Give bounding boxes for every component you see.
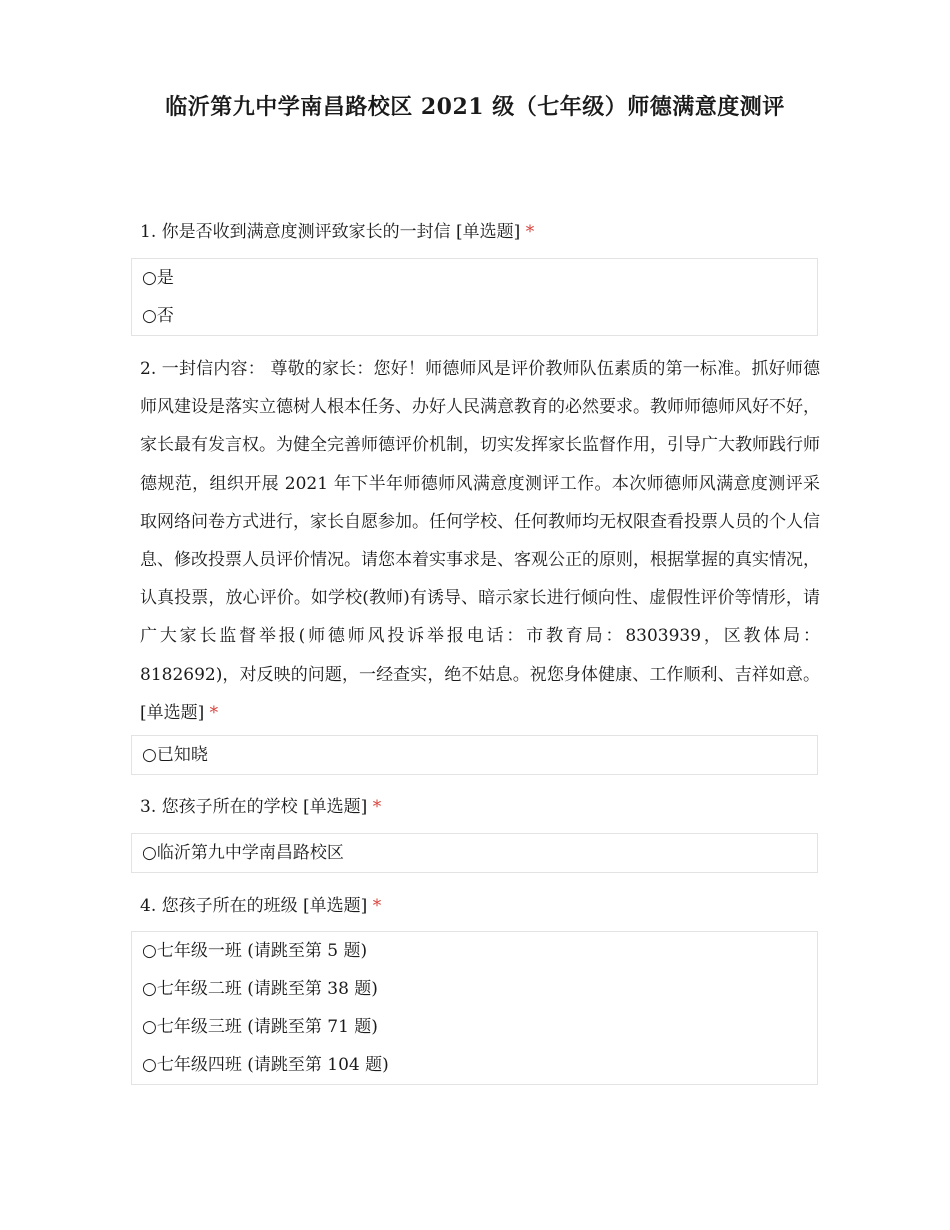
question-2-title bbox=[140, 350, 820, 732]
required-mark: * bbox=[372, 896, 382, 916]
option-class-2[interactable]: ○七年级二班 (请跳至第 38 题) bbox=[142, 979, 378, 999]
question-4-text: 4. 您孩子所在的班级 [单选题] bbox=[140, 896, 368, 916]
required-mark: * bbox=[525, 222, 535, 242]
question-2-options bbox=[131, 735, 818, 775]
option-class-1[interactable]: ○七年级一班 (请跳至第 5 题) bbox=[142, 941, 368, 961]
question-1-options bbox=[131, 258, 818, 336]
question-4-options bbox=[131, 931, 818, 1085]
question-3-options bbox=[131, 833, 818, 873]
page-title: 临沂第九中学南昌路校区 2021 级（七年级）师德满意度测评 bbox=[165, 94, 785, 120]
option-class-3[interactable]: ○七年级三班 (请跳至第 71 题) bbox=[142, 1017, 378, 1037]
required-mark: * bbox=[372, 797, 382, 817]
option-yes[interactable]: ○是 bbox=[142, 268, 174, 288]
question-3-text: 3. 您孩子所在的学校 [单选题] bbox=[140, 797, 368, 817]
question-4-title bbox=[140, 887, 820, 925]
question-3-title bbox=[140, 788, 820, 826]
option-class-4[interactable]: ○七年级四班 (请跳至第 104 题) bbox=[142, 1055, 389, 1075]
question-1-title bbox=[140, 213, 820, 251]
option-acknowledged[interactable]: ○已知晓 bbox=[142, 745, 208, 765]
question-1-text: 1. 你是否收到满意度测评致家长的一封信 [单选题] bbox=[140, 222, 521, 242]
option-school[interactable]: ○临沂第九中学南昌路校区 bbox=[142, 843, 344, 863]
required-mark: * bbox=[209, 702, 219, 723]
option-no[interactable]: ○否 bbox=[142, 306, 174, 326]
question-2-text: 2. 一封信内容： 尊敬的家长：您好！师德师风是评价教师队伍素质的第一标准。抓好师德师风建设是落实立德树人根本任务、办好人民满意教育的必然要求。教师师德师风好不好，家长最有发言权。为健全完善师德评价机制，切实发挥家长监督作用，引导广大教师践行师德规范，组织开展 2021 年下半年师德师风满意度测评工作。本次师德师风满意度测评采取网络问卷方式进行，家长自愿参加。任何学校、任何教师均无权限查看投票人员的个人信息、修改投票人员评价情况。请您本着实事求是、客观公正的原则，根据掌握的真实情况，认真投票，放心评价。如学校(教师)有诱导、暗示家长进行倾向性、虚假性评价等情形，请广大家长监督举报(师德师风投诉举报电话：市教育局：8303939，区教体局：8182692)，对反映的问题，一经查实，绝不姑息。祝您身体健康、工作顺利、吉祥如意。 [单选题] bbox=[140, 359, 820, 723]
